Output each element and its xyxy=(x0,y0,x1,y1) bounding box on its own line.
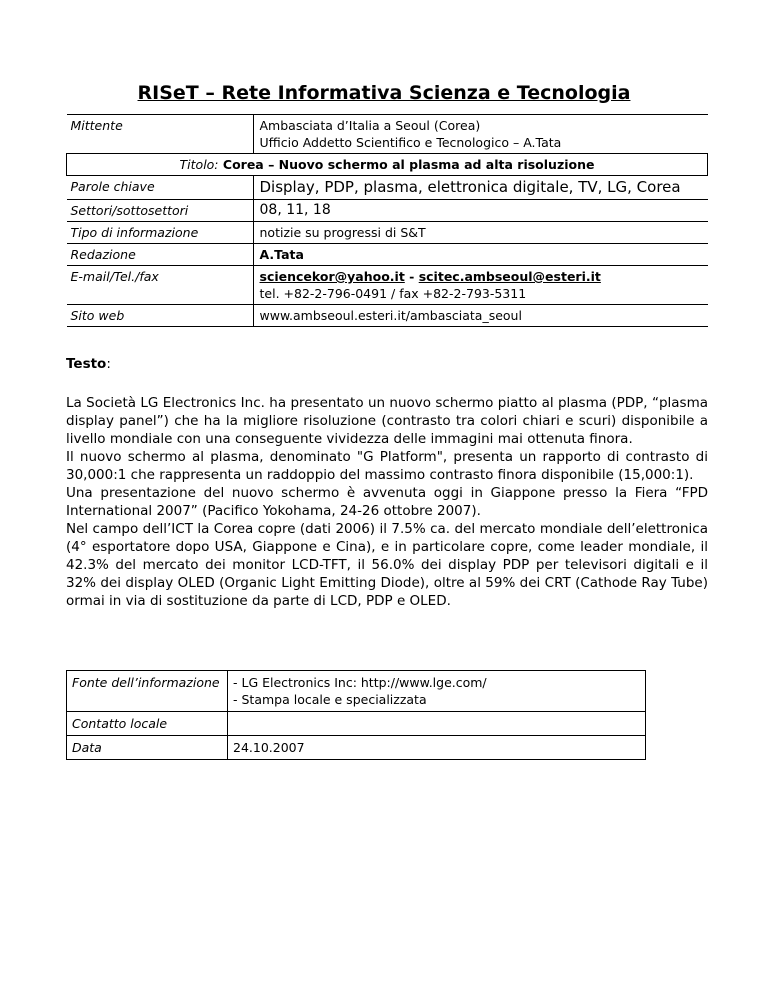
paragraph-4: Nel campo dell’ICT la Corea copre (dati 2006) il 7.5% ca. del mercato mondiale dell’elettronica (4° esportatore dopo USA, Giappone e Cina), e in particolare copre, come leader mondiale, il 42.3% del mercato dei monitor LCD-TFT, il 56.0% dei display PDP per televisori digitali e il 32% dei display OLED (Organic Light Emitting Diode), oltre al 59% dei CRT (Cathode Ray Tube) ormai in via di sostituzione da parte di LCD, PDP e OLED. xyxy=(66,521,708,609)
page-title: RISeT – Rete Informativa Scienza e Tecnologia xyxy=(137,82,631,104)
row-sito xyxy=(67,305,708,327)
row-tipo xyxy=(67,222,708,244)
fonte-value xyxy=(228,671,646,712)
parole-label: Parole chiave xyxy=(67,176,254,200)
row-redazione xyxy=(67,244,708,266)
email-separator: - xyxy=(404,269,419,284)
mittente-line2: Ufficio Addetto Scientifico e Tecnologico – A.Tata xyxy=(259,135,562,150)
row-titolo xyxy=(67,154,708,176)
parole-value: Display, PDP, plasma, elettronica digitale, TV, LG, Corea xyxy=(253,176,708,200)
paragraph-1: La Società LG Electronics Inc. ha presentato un nuovo schermo piatto al plasma (PDP, “plasma display panel”) che ha la migliore risoluzione (contrasto tra colori chiari e scuri) disponibile a livello mondiale con una conseguente vividezza delle immagini mai ottenuta finora. xyxy=(66,395,708,447)
settori-label: Settori/sottosettori xyxy=(67,200,254,222)
data-value: 24.10.2007 xyxy=(228,736,646,760)
email-link-1[interactable]: sciencekor@yahoo.it xyxy=(259,269,405,284)
tipo-value: notizie su progressi di S&T xyxy=(253,222,708,244)
footer-table xyxy=(66,670,646,760)
email-label: E-mail/Tel./fax xyxy=(67,266,254,305)
fonte-label: Fonte dell’informazione xyxy=(67,671,228,712)
mittente-line1: Ambasciata d’Italia a Seoul (Corea) xyxy=(259,118,481,133)
paragraph-3: Una presentazione del nuovo schermo è avvenuta oggi in Giappone presso la Fiera “FPD International 2007” (Pacifico Yokohama, 24-26 ottobre 2007). xyxy=(66,485,708,519)
row-contatto xyxy=(67,712,646,736)
email-value xyxy=(253,266,708,305)
fonte-line1: - LG Electronics Inc: http://www.lge.com/ xyxy=(233,675,487,690)
body-text xyxy=(66,394,708,610)
redazione-value: A.Tata xyxy=(253,244,708,266)
row-fonte xyxy=(67,671,646,712)
metadata-table xyxy=(66,114,708,327)
fonte-line2: - Stampa locale e specializzata xyxy=(233,692,427,707)
testo-heading-label: Testo xyxy=(66,356,107,372)
mittente-label: Mittente xyxy=(67,115,254,154)
testo-heading xyxy=(66,356,111,372)
row-parole-chiave xyxy=(67,176,708,200)
testo-heading-colon: : xyxy=(106,356,111,372)
data-label: Data xyxy=(67,736,228,760)
row-email xyxy=(67,266,708,305)
email-line xyxy=(260,268,704,285)
mittente-value xyxy=(253,115,708,154)
sito-label: Sito web xyxy=(67,305,254,327)
redazione-label: Redazione xyxy=(67,244,254,266)
row-mittente xyxy=(67,115,708,154)
row-settori xyxy=(67,200,708,222)
telfax-line: tel. +82-2-796-0491 / fax +82-2-793-5311 xyxy=(259,286,527,301)
tipo-label: Tipo di informazione xyxy=(67,222,254,244)
paragraph-2: Il nuovo schermo al plasma, denominato "G Platform", presenta un rapporto di contrasto di 30,000:1 che rappresenta un raddoppio del massimo contrasto finora disponibile (15,000:1). xyxy=(66,449,708,483)
titolo-cell xyxy=(67,154,708,176)
email-link-2[interactable]: scitec.ambseoul@esteri.it xyxy=(418,269,601,284)
sito-value[interactable]: www.ambseoul.esteri.it/ambasciata_seoul xyxy=(253,305,708,327)
titolo-value: Corea – Nuovo schermo al plasma ad alta risoluzione xyxy=(222,157,595,172)
row-data xyxy=(67,736,646,760)
contatto-label: Contatto locale xyxy=(67,712,228,736)
contatto-value xyxy=(228,712,646,736)
settori-value: 08, 11, 18 xyxy=(253,200,708,222)
titolo-label: Titolo: xyxy=(179,157,219,172)
